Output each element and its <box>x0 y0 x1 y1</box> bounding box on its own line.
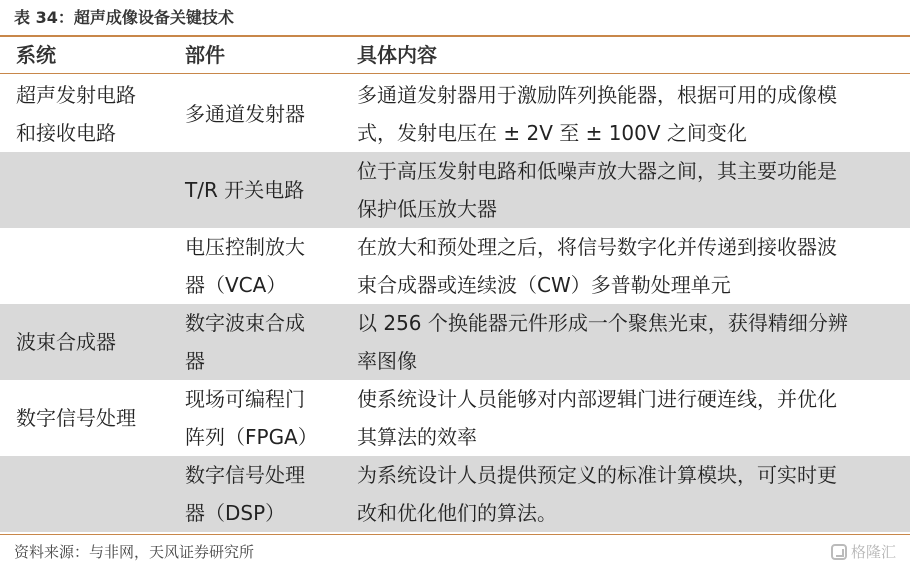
cell-part <box>185 456 345 532</box>
cell-content-line: 保护低压放大器 <box>357 197 497 221</box>
cell-part-line: 多通道发射器 <box>185 102 305 126</box>
cell-content <box>357 456 897 532</box>
cell-part <box>185 76 345 152</box>
cell-part-line: 器（VCA） <box>185 273 287 297</box>
cell-content-line: 束合成器或连续波（CW）多普勒处理单元 <box>357 273 731 297</box>
cell-system <box>16 228 176 304</box>
cell-system-line: 波束合成器 <box>16 330 116 354</box>
cell-content <box>357 304 897 380</box>
cell-part <box>185 152 345 228</box>
cell-system <box>16 380 176 456</box>
cell-content-line: 位于高压发射电路和低噪声放大器之间，其主要功能是 <box>357 159 837 183</box>
table-row <box>0 380 910 456</box>
source-note: 资料来源：与非网，天风证券研究所 <box>14 543 255 561</box>
cell-part <box>185 304 345 380</box>
cell-content-line: 为系统设计人员提供预定义的标准计算模块，可实时更 <box>357 463 837 487</box>
cell-content-line: 式，发射电压在 ± 2V 至 ± 100V 之间变化 <box>357 121 747 145</box>
footer-divider <box>0 534 910 535</box>
cell-content-line: 在放大和预处理之后，将信号数字化并传递到接收器波 <box>357 235 837 259</box>
table-row <box>0 304 910 380</box>
watermark-text: 格隆汇 <box>850 543 896 561</box>
cell-system <box>16 152 176 228</box>
cell-system-line: 超声发射电路 <box>16 83 136 107</box>
cell-part-line: 阵列（FPGA） <box>185 425 318 449</box>
cell-part <box>185 228 345 304</box>
cell-content <box>357 152 897 228</box>
table-row <box>0 456 910 532</box>
cell-part-line: T/R 开关电路 <box>185 178 305 202</box>
cell-content-line: 其算法的效率 <box>357 425 477 449</box>
cell-part-line: 器 <box>185 349 205 373</box>
header-divider <box>0 73 910 74</box>
cell-system-line: 和接收电路 <box>16 121 116 145</box>
cell-content <box>357 76 897 152</box>
cell-part-line: 器（DSP） <box>185 501 286 525</box>
cell-system <box>16 456 176 532</box>
cell-content <box>357 228 897 304</box>
watermark <box>831 540 896 564</box>
header-part: 部件 <box>185 43 225 67</box>
gelonghui-logo-icon <box>831 544 847 560</box>
header-content: 具体内容 <box>357 43 437 67</box>
cell-content-line: 率图像 <box>357 349 417 373</box>
cell-part <box>185 380 345 456</box>
table-row <box>0 76 910 152</box>
cell-system <box>16 76 176 152</box>
cell-content <box>357 380 897 456</box>
cell-system <box>16 304 176 380</box>
table-row <box>0 228 910 304</box>
cell-part-line: 数字波束合成 <box>185 311 305 335</box>
cell-system-line: 数字信号处理 <box>16 406 136 430</box>
header-system: 系统 <box>16 43 56 67</box>
cell-content-line: 以 256 个换能器元件形成一个聚焦光束，获得精细分辨 <box>357 311 848 335</box>
cell-part-line: 数字信号处理 <box>185 463 305 487</box>
cell-content-line: 改和优化他们的算法。 <box>357 501 557 525</box>
table-row <box>0 152 910 228</box>
cell-part-line: 现场可编程门 <box>185 387 305 411</box>
cell-part-line: 电压控制放大 <box>185 235 305 259</box>
cell-content-line: 使系统设计人员能够对内部逻辑门进行硬连线，并优化 <box>357 387 837 411</box>
cell-content-line: 多通道发射器用于激励阵列换能器，根据可用的成像模 <box>357 83 837 107</box>
table-header <box>0 37 910 73</box>
table-title: 表 34：超声成像设备关键技术 <box>14 8 234 27</box>
